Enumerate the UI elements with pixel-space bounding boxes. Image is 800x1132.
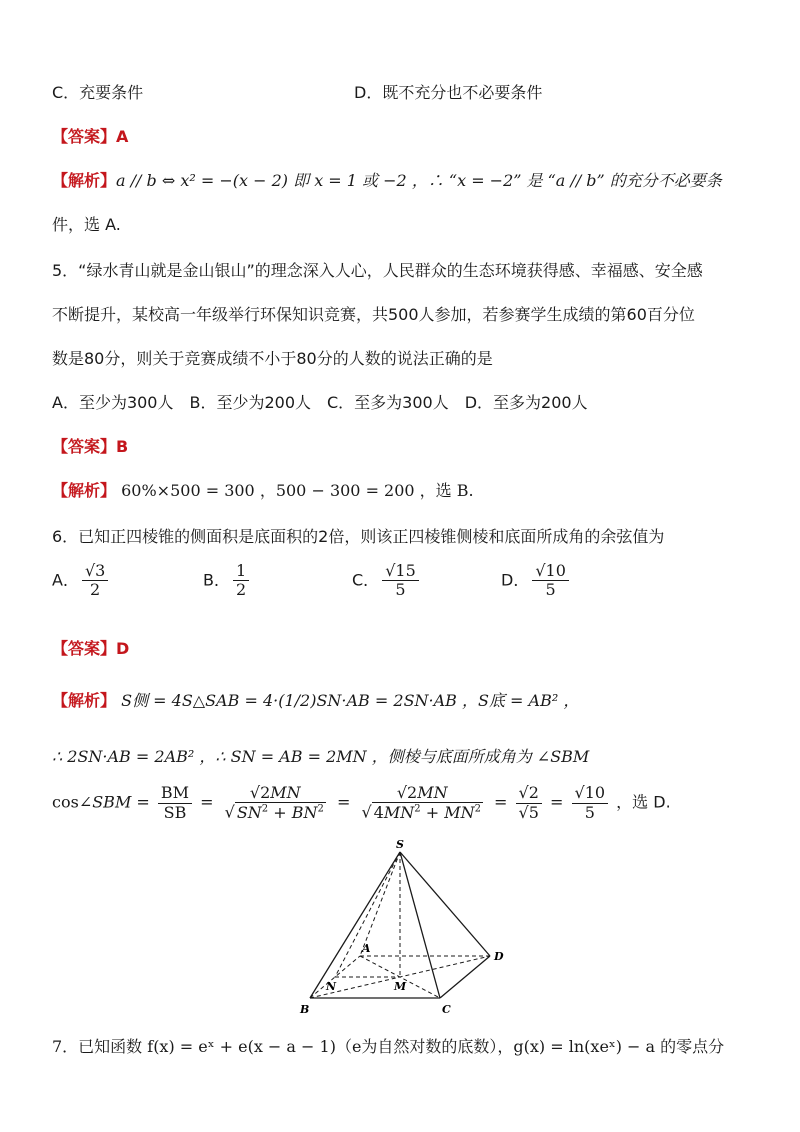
q6-answer <box>52 636 129 659</box>
q5-analysis <box>52 478 474 501</box>
label-C: C <box>442 1003 451 1016</box>
edge-SA <box>360 852 400 956</box>
slant-SN <box>335 852 400 977</box>
q5-stem-line1: 5．“绿水青山就是金山银山”的理念深入人心，人民群众的生态环境获得感、幸福感、安全感 <box>52 261 703 280</box>
analysis-tag: 【解析】 <box>52 481 117 500</box>
option-label: A． <box>52 570 79 590</box>
option-numerator: √15 <box>382 562 419 581</box>
label-M: M <box>394 980 407 993</box>
answer-value: A <box>116 127 129 146</box>
q6-stem: 6．已知正四棱锥的侧面积是底面积的2倍，则该正四棱锥侧棱和底面所成角的余弦值为 <box>52 527 665 546</box>
answer-tag: 【答案】 <box>52 127 117 146</box>
answer-tag: 【答案】 <box>52 437 117 456</box>
q4-analysis-text: a // b ⇔ x² = −(x − 2) 即 x = 1 或 −2 ，∴ “x = −2” 是 “a // b” 的充分不必要条 <box>116 171 722 190</box>
option-label: C． <box>352 570 380 590</box>
option-label: D． <box>501 570 530 590</box>
q6-analysis-line3-end: ，选 D. <box>616 792 671 812</box>
q4-answer <box>52 124 128 147</box>
analysis-tag: 【解析】 <box>52 691 117 710</box>
q6-analysis-text: S侧 = 4S△SAB = 4·(1/2)SN·AB = 2SN·AB ，S底 = AB² ， <box>121 691 580 710</box>
label-S: S <box>396 838 404 851</box>
answer-tag: 【答案】 <box>52 639 117 658</box>
answer-value: D <box>116 639 130 658</box>
option-label: B． <box>203 570 230 590</box>
q6-option-b <box>203 562 252 600</box>
q4-option-d: D．既不充分也不必要条件 <box>354 83 543 102</box>
label-N: N <box>326 980 337 993</box>
q5-stem-line3: 数是80分，则关于竞赛成绩不小于80分的人数的说法正确的是 <box>52 349 493 368</box>
q6-option-a <box>52 562 111 600</box>
q4-analysis <box>52 168 722 191</box>
option-denominator: 5 <box>545 580 556 600</box>
q4-option-c: C．充要条件 <box>52 83 144 102</box>
option-denominator: 2 <box>235 580 247 600</box>
label-B: B <box>300 1003 310 1016</box>
answer-value: B <box>116 437 129 456</box>
q4-analysis-cont: 件，选 A. <box>52 215 121 234</box>
label-D: D <box>494 950 504 963</box>
q6-analysis-line1 <box>52 688 579 711</box>
q6-option-c <box>352 562 422 600</box>
option-denominator: 5 <box>395 580 406 600</box>
q6-cos-formula: cos∠SBM = $\frac{BM}{SB}$ = $\frac{√2MN}{√ SN^2 + BN^2}$ = $\frac{√2MN}{√ 4MN^2 + MN^2}$ = $\frac{√2}{√5}$ = $\frac{√10}{5}$ ，选 D. <box>52 783 671 822</box>
q5-analysis-text: 60%×500 = 300 ，500 − 300 = 200 ，选 B. <box>121 481 474 500</box>
q5-stem-line2: 不断提升，某校高一年级举行环保知识竞赛，共500人参加，若参赛学生成绩的第60百分位 <box>52 305 695 324</box>
option-denominator: 2 <box>90 580 101 600</box>
edge-SB <box>310 852 400 998</box>
edge-SD <box>400 852 490 956</box>
pyramid-diagram <box>290 838 530 1018</box>
option-numerator: 1 <box>233 562 249 581</box>
q6-analysis-line2: ∴ 2SN·AB = 2AB² ，∴ SN = AB = 2MN ，侧棱与底面所成角为 ∠SBM <box>52 747 590 766</box>
q7-stem: 7．已知函数 f(x) = eˣ + e(x − a − 1)（e为自然对数的底数），g(x) = ln(xeˣ) − a 的零点分 <box>52 1037 725 1056</box>
q5-answer <box>52 434 128 457</box>
q5-options: A．至少为300人 B．至少为200人 C．至多为300人 D．至多为200人 <box>52 393 588 412</box>
edge-CD <box>440 956 490 998</box>
label-A: A <box>362 942 371 955</box>
option-numerator: √3 <box>82 562 108 581</box>
analysis-tag: 【解析】 <box>52 171 117 190</box>
option-numerator: √10 <box>532 562 569 581</box>
q6-option-d <box>501 562 572 600</box>
